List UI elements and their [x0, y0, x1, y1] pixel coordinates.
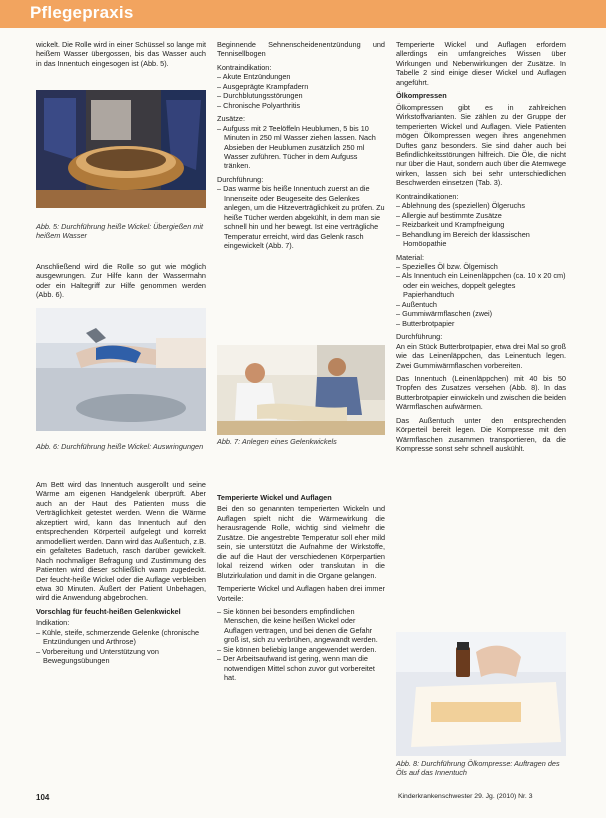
col2-durch-list [217, 184, 385, 250]
col2-intro: Beginnende Sehnenscheidenentzündung und Tennisellbogen [217, 40, 385, 59]
caption-abb8: Abb. 8: Durchführung Ölkompresse: Auftragen des Öls auf das Innentuch [396, 759, 560, 778]
list-item: – Spezielles Öl bzw. Ölgemisch [396, 262, 566, 271]
col3-material-label: Material: [396, 252, 424, 262]
caption-abb5: Abb. 5: Durchführung heiße Wickel: Übergießen mit heißem Wasser [36, 222, 204, 241]
col2-zusatz-label: Zusätze: [217, 114, 245, 124]
col1-para2: Anschließend wird die Rolle so gut wie möglich ausgewrungen. Zur Hilfe kann der Wassermahn oder ein Haltegriff zur Hilfe genommen werden (Abb. 6). [36, 262, 206, 300]
list-item: – Reizbarkeit und Krampfneigung [396, 220, 566, 229]
column-1b [36, 262, 206, 304]
list-item: – Butterbrotpapier [396, 319, 566, 328]
list-item: – Als Innentuch ein Leinenläppchen (ca. 10 x 20 cm) oder ein weiches, doppelt gelegtes Papierhandtuch [396, 271, 566, 299]
list-item: – Durchblutungsstörungen [217, 91, 385, 100]
col3-material-list [396, 262, 566, 328]
col3-durch-label: Durchführung: [396, 332, 443, 342]
col3-contra-list [396, 201, 566, 248]
col3-para1: Ölkompressen gibt es in zahlreichen Wirkstoffvarianten. Sie zählen zu der Gruppe der temperierten Wickel und Auflagen. Viele Patienten mögen Ölkompressen wegen ihres angenehmen Duftes ganz besonders. Sie sind daher auch bei Befindlichkeitsstörungen hilfreich. Die Öle, die nicht nur über die Haut, sondern auch über die Atemwege wirken, lassen sich bei sehr unterschiedlichen Beschwerden einsetzen (Tab. 3). [396, 102, 566, 188]
page-number: 104 [36, 793, 50, 802]
col2-zusatz-list [217, 124, 385, 171]
col1-intro: wickelt. Die Rolle wird in einer Schüssel so lange mit heißem Wasser übergossen, bis das Wasser auch in das Innentuch eingesogen ist (Abb. 5). [36, 40, 206, 68]
caption-abb6: Abb. 6: Durchführung heiße Wickel: Auswringungen [36, 442, 204, 451]
list-item: – Ablehnung des (speziellen) Ölgeruchs [396, 201, 566, 210]
photo-oelkompresse [396, 632, 566, 756]
photo-gelenkwickel [217, 345, 385, 435]
list-item: – Akute Entzündungen [217, 72, 385, 81]
col3-para2: An ein Stück Butterbrotpapier, etwa drei Mal so groß wie das Leinenläppchen, das Leinentuch legen. Zwei Gummiwärmflaschen vorbereiten. [396, 341, 566, 370]
column-2b [217, 490, 385, 687]
col2-contra-label: Kontraindikation: [217, 62, 272, 72]
page-header [0, 0, 606, 28]
list-item: – Vorbereitung und Unterstützung von Bewegungsübungen [36, 647, 206, 666]
list-item: – Gummiwärmflaschen (zwei) [396, 309, 566, 318]
col1-heading: Vorschlag für feucht-heißen Gelenkwickel [36, 606, 181, 616]
list-item: – Sie können beliebig lange angewendet werden. [217, 645, 385, 654]
photo-wringing [36, 308, 206, 431]
col1-indication-label: Indikation: [36, 618, 70, 628]
column-3 [396, 40, 566, 458]
list-item: – Das warme bis heiße Innentuch zuerst an die Innenseite oder Beugeseite des Gelenkes anlegen, um die Hitzeverträglichkeit zu prüfen. Zu heiße Tücher werden abgekühlt, in dem man sie schnell hin und her bewegt. Ist eine verträgliche Temperatur erreicht, wird das Gelenk rasch eingewickelt (Abb. 7). [217, 184, 385, 250]
list-item: – Chronische Polyarthritis [217, 101, 385, 110]
list-item: – Aufguss mit 2 Teelöffeln Heublumen, 5 bis 10 Minuten in 250 ml Wasser ziehen lassen. Nach Absieben der Heublumen zusätzlich 250 ml Wasser zuführen. Tücher in dem Aufguss tränken. [217, 124, 385, 171]
col2-vorteile-list [217, 607, 385, 683]
list-item: – Ausgeprägte Krampfadern [217, 82, 385, 91]
col2-durch-label: Durchführung: [217, 174, 264, 184]
section-title: Pflegepraxis [30, 3, 134, 22]
col2-heading: Temperierte Wickel und Auflagen [217, 493, 332, 502]
list-item: – Kühle, steife, schmerzende Gelenke (chronische Entzündungen und Arthrose) [36, 628, 206, 647]
col3-para3: Das Innentuch (Leinenläppchen) mit 40 bis 50 Tropfen des Zusatzes versehen (Abb. 8). In das Butterbrotpapier einwickeln und zwischen die beiden Wärmflaschen aufwärmen. [396, 373, 566, 412]
col2-para2: Temperierte Wickel und Auflagen haben drei immer Vorteile: [217, 584, 385, 603]
col2-para1: Bei den so genannten temperierten Wickeln und Auflagen spielt nicht die Wärmewirkung die herausragende Rolle, wichtig sind vielmehr die Zusätze. Die angestrebte Temperatur soll eher mild sein, sie unterstützt die Aufnahme der Wirkstoffe, die auf die Haut der verschiedenen Körperpartien lokal reizend wirken oder transkutan in die Blutzirkulation und damit in die Organe gelangen. [217, 504, 385, 580]
caption-abb7: Abb. 7: Anlegen eines Gelenkwickels [217, 437, 337, 446]
list-item: – Außentuch [396, 300, 566, 309]
col1-para3: Am Bett wird das Innentuch ausgerollt und seine Wärme am eigenen Handgelenk überprüft. Aber auch an der Haut des Patienten muss die Verträglichkeit getestet werden. Wenn die Wärme akzeptiert wird, kann das Innentuch auf den entsprechenden Körperteil aufgelegt und korrekt anmodelliert werden. Dann wird das Außentuch, z.B. ein gefaltetes Badetuch, rasch darüber gewickelt. Nach nochmaliger Befragung und Zustimmung des Patienten wird dieser schließlich warm zugedeckt. Der feucht-heiße Wickel oder die Auflage verbleiben etwa 30 Minuten. Äußert der Patient Unbehagen, wird die Anwendung abgebrochen. [36, 480, 206, 603]
col2-contra-list [217, 72, 385, 110]
col3-contra-label: Kontraindikationen: [396, 191, 459, 201]
journal-reference: Kinderkrankenschwester 29. Jg. (2010) Nr. 3 [398, 793, 533, 800]
column-2 [217, 40, 385, 255]
list-item: – Sie können bei besonders empfindlichen Menschen, die keine heißen Wickel oder Auflagen vertragen, und bei denen die Gefahr groß ist, sich zu verbrühen, angewandt werden. [217, 607, 385, 645]
col1-indication-list [36, 628, 206, 666]
photo-pouring-water [36, 90, 206, 208]
col3-heading: Ölkompressen [396, 91, 447, 101]
list-item: – Allergie auf bestimmte Zusätze [396, 211, 566, 220]
col3-intro: Temperierte Wickel und Auflagen erfordern allerdings ein umfangreiches Wissen über Wirkungen und Nebenwirkungen der Zusätze. In Tabelle 2 sind einige dieser Wickel und Auflagen angeführt. [396, 40, 566, 87]
list-item: – Behandlung im Bereich der klassischen Homöopathie [396, 230, 566, 249]
list-item: – Der Arbeitsaufwand ist gering, wenn man die notwendigen Mittel schon zuvor gut vorbereitet hat. [217, 654, 385, 682]
column-1 [36, 40, 206, 72]
col3-para4: Das Außentuch unter den entsprechenden Körperteil bereit legen. Die Kompresse mit den Wärmflaschen zusammen transportieren, da die Kompresse sonst sehr schnell auskühlt. [396, 415, 566, 454]
column-1c [36, 480, 206, 670]
